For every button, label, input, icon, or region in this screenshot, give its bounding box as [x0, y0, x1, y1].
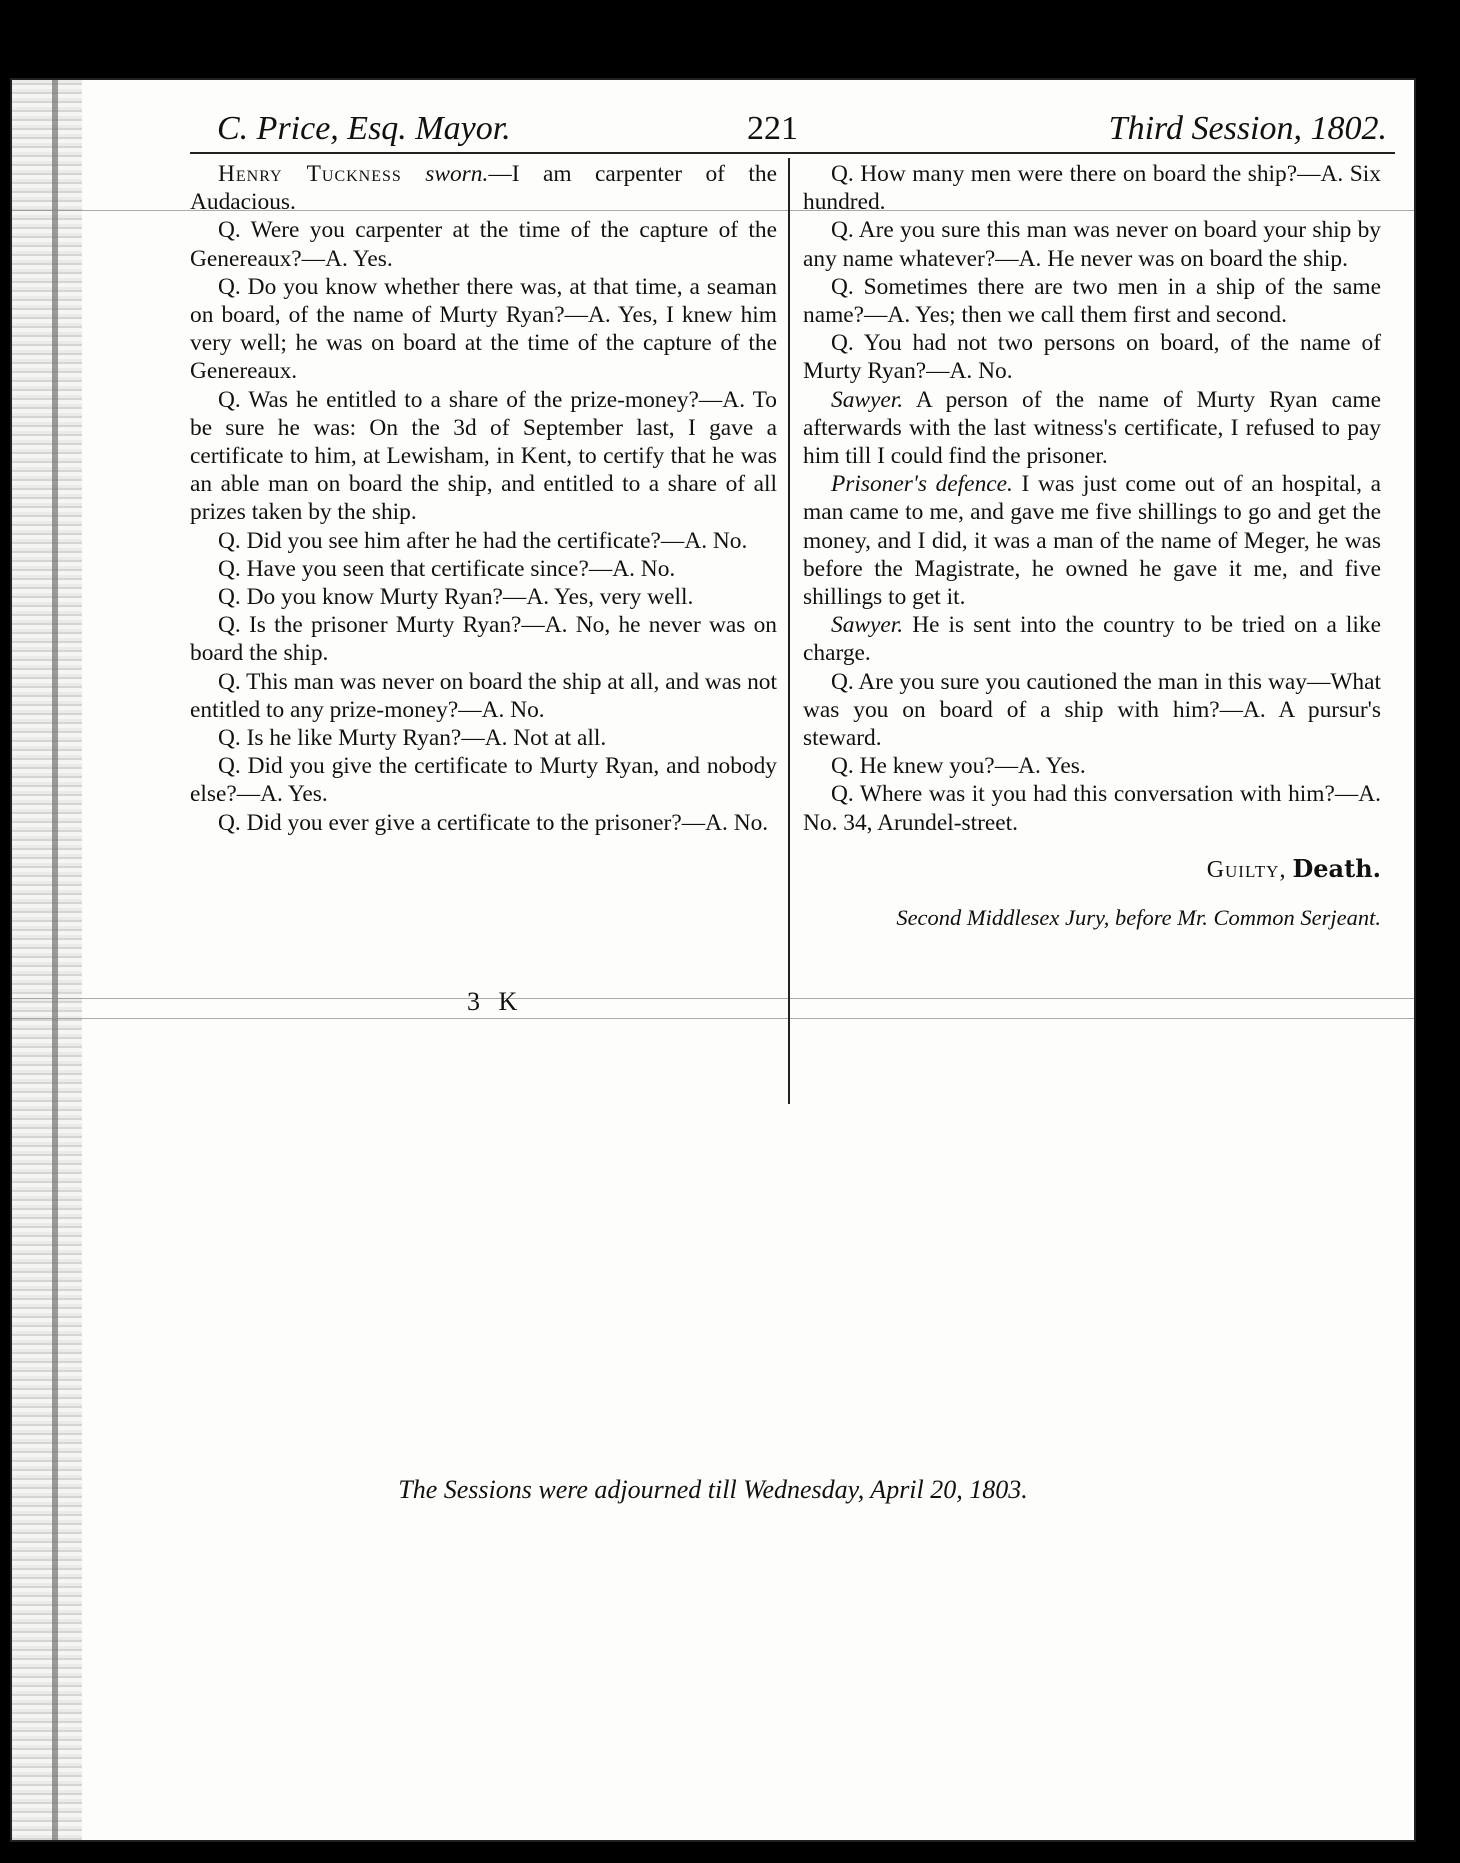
paragraph: Q. Have you seen that certificate since?—A. No. — [218, 555, 676, 582]
header-right: Third Session, 1802. — [1108, 110, 1387, 147]
signature-mark: 3 K — [467, 987, 524, 1016]
paragraph: Q. Was he entitled to a share of the prize-money?—A. To be sure he was: On the 3d of September last, I gave a certificate to him, at Lewisham, in Kent, to certify that he was an able man on board the ship, and entitled to a share of all prizes taken by the ship. — [190, 386, 777, 526]
verdict — [803, 855, 1381, 884]
right-column — [803, 160, 1381, 932]
speaker-label: Sawyer. — [831, 386, 904, 413]
paragraph-text: —I am carpenter of the Audacious. — [190, 161, 777, 216]
paragraph: Q. Do you know Murty Ryan?—A. Yes, very well. — [218, 584, 694, 611]
paragraph: Q. Were you carpenter at the time of the capture of the Genereaux?—A. Yes. — [190, 217, 777, 272]
verdict-sentence: Death. — [1292, 853, 1381, 883]
paragraph: Q. How many men were there on board the ship?—A. Six hundred. — [803, 161, 1381, 216]
column-divider — [788, 158, 790, 1104]
paragraph — [803, 470, 1381, 611]
left-column — [190, 160, 777, 837]
paragraph: Q. Did you see him after he had the certificate?—A. No. — [218, 527, 748, 554]
paragraph: Q. Is he like Murty Ryan?—A. Not at all. — [218, 725, 607, 752]
paragraph: Q. Did you give the certificate to Murty Ryan, and nobody else?—A. Yes. — [190, 753, 777, 808]
paragraph: Q. This man was never on board the ship at all, and was not entitled to any prize-money?—A. No. — [190, 668, 777, 723]
paragraph: Q. Do you know whether there was, at that time, a seaman on board, of the name of Murty Ryan?—A. Yes, I knew him very well; he was on board at the time of the capture of the Genereaux. — [190, 273, 777, 385]
witness-name: Henry Tuckness — [218, 161, 402, 187]
paragraph: Q. Did you ever give a certificate to the prisoner?—A. No. — [218, 809, 769, 836]
speaker-label: Sawyer. — [831, 612, 904, 639]
paragraph: Q. Are you sure this man was never on board your ship by any name whatever?—A. He never was on board the ship. — [803, 217, 1381, 272]
paragraph-text: A person of the name of Murty Ryan came afterwards with the last witness's certificate, I refused to pay him till I could find the prisoner. — [803, 386, 1381, 470]
paragraph — [803, 386, 1381, 471]
jury-note: Second Middlesex Jury, before Mr. Common Serjeant. — [896, 905, 1381, 931]
header-left: C. Price, Esq. Mayor. — [217, 110, 511, 147]
speaker-label: Prisoner's defence. — [831, 471, 1013, 498]
paragraph: Q. Where was it you had this conversation with him?—A. No. 34, Arundel-street. — [803, 781, 1381, 836]
header-rule — [190, 152, 1395, 154]
verdict-lead: Guilty, — [1206, 856, 1287, 883]
page-number: 221 — [747, 110, 798, 147]
sworn-label: sworn. — [425, 161, 489, 187]
paragraph: Q. Sometimes there are two men in a ship of the same name?—A. Yes; then we call them first and second. — [803, 273, 1381, 329]
paragraph — [803, 611, 1381, 667]
paragraph: Q. You had not two persons on board, of the name of Murty Ryan?—A. No. — [803, 330, 1381, 385]
scan-line — [12, 998, 1414, 999]
paragraph-text: He is sent into the country to be tried on a like charge. — [803, 612, 1381, 667]
page-binding-edge — [12, 80, 82, 1840]
scanned-page — [12, 80, 1414, 1840]
paragraph — [190, 160, 777, 216]
paragraph: Q. He knew you?—A. Yes. — [831, 753, 1086, 780]
paragraph: Q. Are you sure you cautioned the man in this way—What was you on board of a ship with him?—A. A pursur's steward. — [803, 668, 1381, 752]
running-header — [217, 110, 1387, 150]
scan-line — [12, 1018, 1414, 1019]
paragraph-text: I was just come out of an hospital, a man came to me, and gave me five shillings to go and get the money, and I did, it was a man of the name of Meger, he was before the Magistrate, he owned he gave it me, and five shillings to get it. — [803, 471, 1381, 611]
paragraph: Q. Is the prisoner Murty Ryan?—A. No, he never was on board the ship. — [190, 612, 777, 667]
adjournment-note: The Sessions were adjourned till Wednesday, April 20, 1803. — [398, 1475, 1028, 1504]
